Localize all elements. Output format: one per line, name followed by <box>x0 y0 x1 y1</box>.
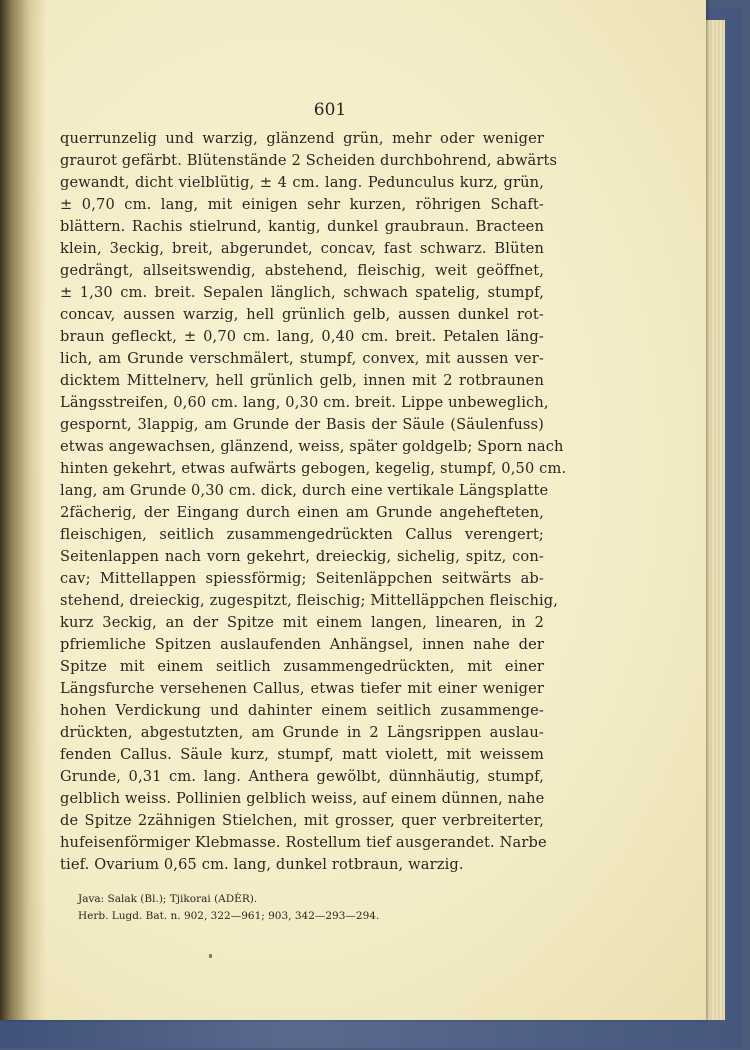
text-line: hufeisenförmiger Klebmasse. Rostellum tief ausgerandet. Narbe <box>60 834 547 851</box>
text-line: fenden Callus. Säule kurz, stumpf, matt violett, mit weissem <box>60 746 544 763</box>
herbarium-reference: Herb. Lugd. Bat. n. 902, 322—961; 903, 342—293—294. <box>78 910 380 922</box>
text-line: hohen Verdickung und dahinter einem seitlich zusammenge- <box>60 702 544 719</box>
text-line: blättern. Rachis stielrund, kantig, dunkel graubraun. Bracteen <box>60 218 544 235</box>
page-gutter-shadow <box>0 0 46 1020</box>
text-line: gewandt, dicht vielblütig, ± 4 cm. lang. Pedunculus kurz, grün, <box>60 174 544 191</box>
text-line: Längsfurche versehenen Callus, etwas tiefer mit einer weniger <box>60 680 544 697</box>
text-line: klein, 3eckig, breit, abgerundet, concav, fast schwarz. Blüten <box>60 240 544 257</box>
text-line: querrunzelig und warzig, glänzend grün, mehr oder weniger <box>60 130 544 147</box>
text-line: tief. Ovarium 0,65 cm. lang, dunkel rotbraun, warzig. <box>60 856 464 873</box>
text-line: drückten, abgestutzten, am Grunde in 2 Längsrippen auslau- <box>60 724 544 741</box>
text-line: ± 0,70 cm. lang, mit einigen sehr kurzen, röhrigen Schaft- <box>60 196 544 213</box>
text-line: concav, aussen warzig, hell grünlich gelb, aussen dunkel rot- <box>60 306 544 323</box>
body-text <box>60 128 567 876</box>
text-line: hinten gekehrt, etwas aufwärts gebogen, kegelig, stumpf, 0,50 cm. <box>60 460 567 477</box>
text-line: Grunde, 0,31 cm. lang. Anthera gewölbt, dünnhäutig, stumpf, <box>60 768 544 785</box>
page-number: 601 <box>313 100 347 120</box>
text-line: de Spitze 2zähnigen Stielchen, mit grosser, quer verbreiterter, <box>60 812 544 829</box>
text-line: graurot gefärbt. Blütenstände 2 Scheiden durchbohrend, abwärts <box>60 152 558 169</box>
text-line: kurz 3eckig, an der Spitze mit einem langen, linearen, in 2 <box>60 614 544 631</box>
text-line: Längsstreifen, 0,60 cm. lang, 0,30 cm. breit. Lippe unbeweglich, <box>60 394 549 411</box>
text-line: lang, am Grunde 0,30 cm. dick, durch eine vertikale Längsplatte <box>60 482 549 499</box>
text-line: cav; Mittellappen spiessförmig; Seitenläppchen seitwärts ab- <box>60 570 544 587</box>
paper-speck <box>209 954 212 958</box>
locality-reference: Java: Salak (Bl.); Tjikorai (ADÈR). <box>78 893 258 905</box>
text-line: 2fächerig, der Eingang durch einen am Grunde angehefteten, <box>60 504 544 521</box>
text-line: fleischigen, seitlich zusammengedrückten Callus verengert; <box>60 526 544 543</box>
text-line: pfriemliche Spitzen auslaufenden Anhängsel, innen nahe der <box>60 636 544 653</box>
text-line: gelblich weiss. Pollinien gelblich weiss, auf einem dünnen, nahe <box>60 790 545 807</box>
text-line: etwas angewachsen, glänzend, weiss, später goldgelb; Sporn nach <box>60 438 564 455</box>
text-line: Spitze mit einem seitlich zusammengedrückten, mit einer <box>60 658 544 675</box>
text-line: stehend, dreieckig, zugespitzt, fleischig; Mittelläppchen fleischig, <box>60 592 559 609</box>
text-line: lich, am Grunde verschmälert, stumpf, convex, mit aussen ver- <box>60 350 544 367</box>
text-line: braun gefleckt, ± 0,70 cm. lang, 0,40 cm. breit. Petalen läng- <box>60 328 544 345</box>
text-line: ± 1,30 cm. breit. Sepalen länglich, schwach spatelig, stumpf, <box>60 284 544 301</box>
text-line: gedrängt, allseitswendig, abstehend, fleischig, weit geöffnet, <box>60 262 544 279</box>
text-line: gespornt, 3lappig, am Grunde der Basis der Säule (Säulenfuss) <box>60 416 544 433</box>
specimen-references <box>78 891 498 925</box>
text-line: dicktem Mittelnerv, hell grünlich gelb, innen mit 2 rotbraunen <box>60 372 544 389</box>
text-line: Seitenlappen nach vorn gekehrt, dreieckig, sichelig, spitz, con- <box>60 548 544 565</box>
